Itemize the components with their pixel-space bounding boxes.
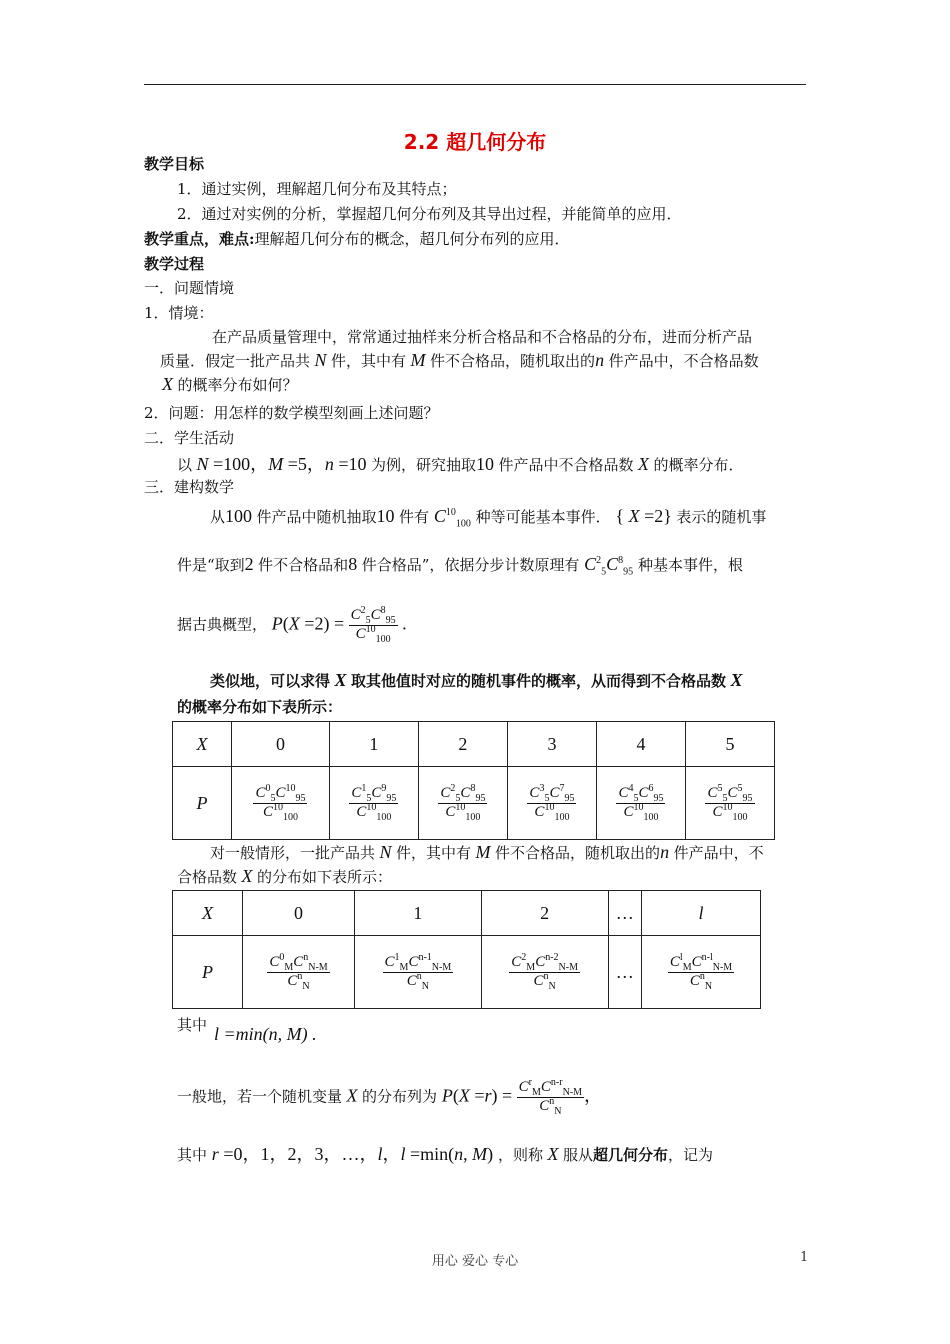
header-rule <box>144 84 806 85</box>
similar-line-2: 的概率分布如下表所示： <box>177 698 343 716</box>
table1-p-cell: $\frac{C^1_5C^9_{95}}{C^{10}_{100}}$ <box>329 767 418 840</box>
general-definition-line-2: 其中 r =0，1，2，3，…，l，l =min(n, M) ，则称 X 服从超几何分布，记为 <box>177 1144 713 1164</box>
activity-line: 以 N =100，M =5，n =10 为例，研究抽取10 件产品中不合格品数 X 的概率分布． <box>177 454 744 474</box>
situation-label: 1．情境： <box>144 304 214 322</box>
question-2: 2．问题：用怎样的数学模型刻画上述问题？ <box>144 404 439 422</box>
table2-x-value: l <box>642 891 761 936</box>
table1-p-cell: $\frac{C^0_5C^{10}_{95}}{C^{10}_{100}}$ <box>232 767 330 840</box>
situation-line-1: 在产品质量管理中，常常通过抽样来分析合格品和不合格品的分布，进而分析产品 <box>212 328 753 346</box>
table2-x-value: 2 <box>481 891 608 936</box>
table2-x-value: … <box>608 891 642 936</box>
table1-x-value: 3 <box>507 722 596 767</box>
table2-x-value: 1 <box>355 891 482 936</box>
distribution-table-1 <box>172 721 775 840</box>
similar-line-1: 类似地，可以求得 X 取其他值时对应的随机事件的概率，从而得到不合格品数 X <box>210 670 743 690</box>
goal-1: 1．通过实例，理解超几何分布及其特点； <box>177 180 457 198</box>
key-points <box>144 228 570 249</box>
l-min-formula: l =min(n, M) . <box>214 1024 317 1044</box>
page-number: 1 <box>800 1250 809 1265</box>
section-1-heading: 一．问题情境 <box>144 279 235 297</box>
goals-heading: 教学目标 <box>144 155 205 173</box>
section-2-heading: 二．学生活动 <box>144 429 235 447</box>
page-title: 2.2 超几何分布 <box>403 130 547 154</box>
general-definition-line-1: 一般地，若一个随机变量 X 的分布列为 P(X =r) = $\frac{C^r_MC^{n-r}_{N-M}}{C^n_N}$ ， <box>177 1077 603 1117</box>
where-label: 其中 <box>177 1016 208 1034</box>
general-line-2: 合格品数 X 的分布如下表所示： <box>177 866 393 886</box>
table2-x-header: X <box>173 891 243 936</box>
footer-text: 用心 爱心 专心 <box>431 1254 519 1269</box>
table1-p-cell: $\frac{C^5_5C^5_{95}}{C^{10}_{100}}$ <box>685 767 774 840</box>
table1-x-value: 0 <box>232 722 330 767</box>
process-heading: 教学过程 <box>144 255 205 273</box>
table1-x-value: 2 <box>418 722 507 767</box>
general-line-1: 对一般情形，一批产品共 N 件，其中有 M 件不合格品，随机取出的n 件产品中，不 <box>210 842 764 862</box>
build-line-2: 件是“取到2 件不合格品和8 件合格品”，依据分步计数原理有 $C^2_5C^8_{95}$ 种基本事件，根 <box>177 554 743 578</box>
table2-p-cell: … <box>608 936 642 1009</box>
key-text: 理解超几何分布的概念，超几何分布列的应用． <box>254 230 570 248</box>
table2-p-cell: $\frac{C^0_MC^n_{N-M}}{C^n_N}$ <box>243 936 355 1009</box>
table1-x-value: 1 <box>329 722 418 767</box>
table1-p-cell: $\frac{C^3_5C^7_{95}}{C^{10}_{100}}$ <box>507 767 596 840</box>
table2-p-cell: $\frac{C^l_MC^{n-l}_{N-M}}{C^n_N}$ <box>642 936 761 1009</box>
distribution-table-2 <box>172 890 761 1009</box>
key-label: 教学重点，难点: <box>144 230 255 248</box>
table1-p-header: P <box>173 767 232 840</box>
table2-p-cell: $\frac{C^2_MC^{n-2}_{N-M}}{C^n_N}$ <box>481 936 608 1009</box>
table1-p-cell: $\frac{C^4_5C^6_{95}}{C^{10}_{100}}$ <box>596 767 685 840</box>
situation-line-3: X 的概率分布如何？ <box>162 374 298 394</box>
table2-x-value: 0 <box>243 891 355 936</box>
situation-line-2: 质量．假定一批产品共 N 件，其中有 M 件不合格品，随机取出的n 件产品中，不合格品数 <box>160 350 759 370</box>
table1-p-cell: $\frac{C^2_5C^8_{95}}{C^{10}_{100}}$ <box>418 767 507 840</box>
build-line-1: 从100 件产品中随机抽取10 件有 $C^{10}_{100}$ 种等可能基本事件． { X =2} 表示的随机事 <box>210 506 767 530</box>
table1-x-value: 5 <box>685 722 774 767</box>
table2-p-cell: $\frac{C^1_MC^{n-1}_{N-M}}{C^n_N}$ <box>355 936 482 1009</box>
build-line-3: 据古典概型， P(X =2) = $\frac{C^2_5C^8_{95}}{C^{10}_{100}}$ . <box>177 605 407 645</box>
section-3-heading: 三．建构数学 <box>144 478 235 496</box>
table1-x-value: 4 <box>596 722 685 767</box>
table1-x-header: X <box>173 722 232 767</box>
table2-p-header: P <box>173 936 243 1009</box>
goal-2: 2．通过对实例的分析，掌握超几何分布列及其导出过程，并能简单的应用． <box>177 205 682 223</box>
